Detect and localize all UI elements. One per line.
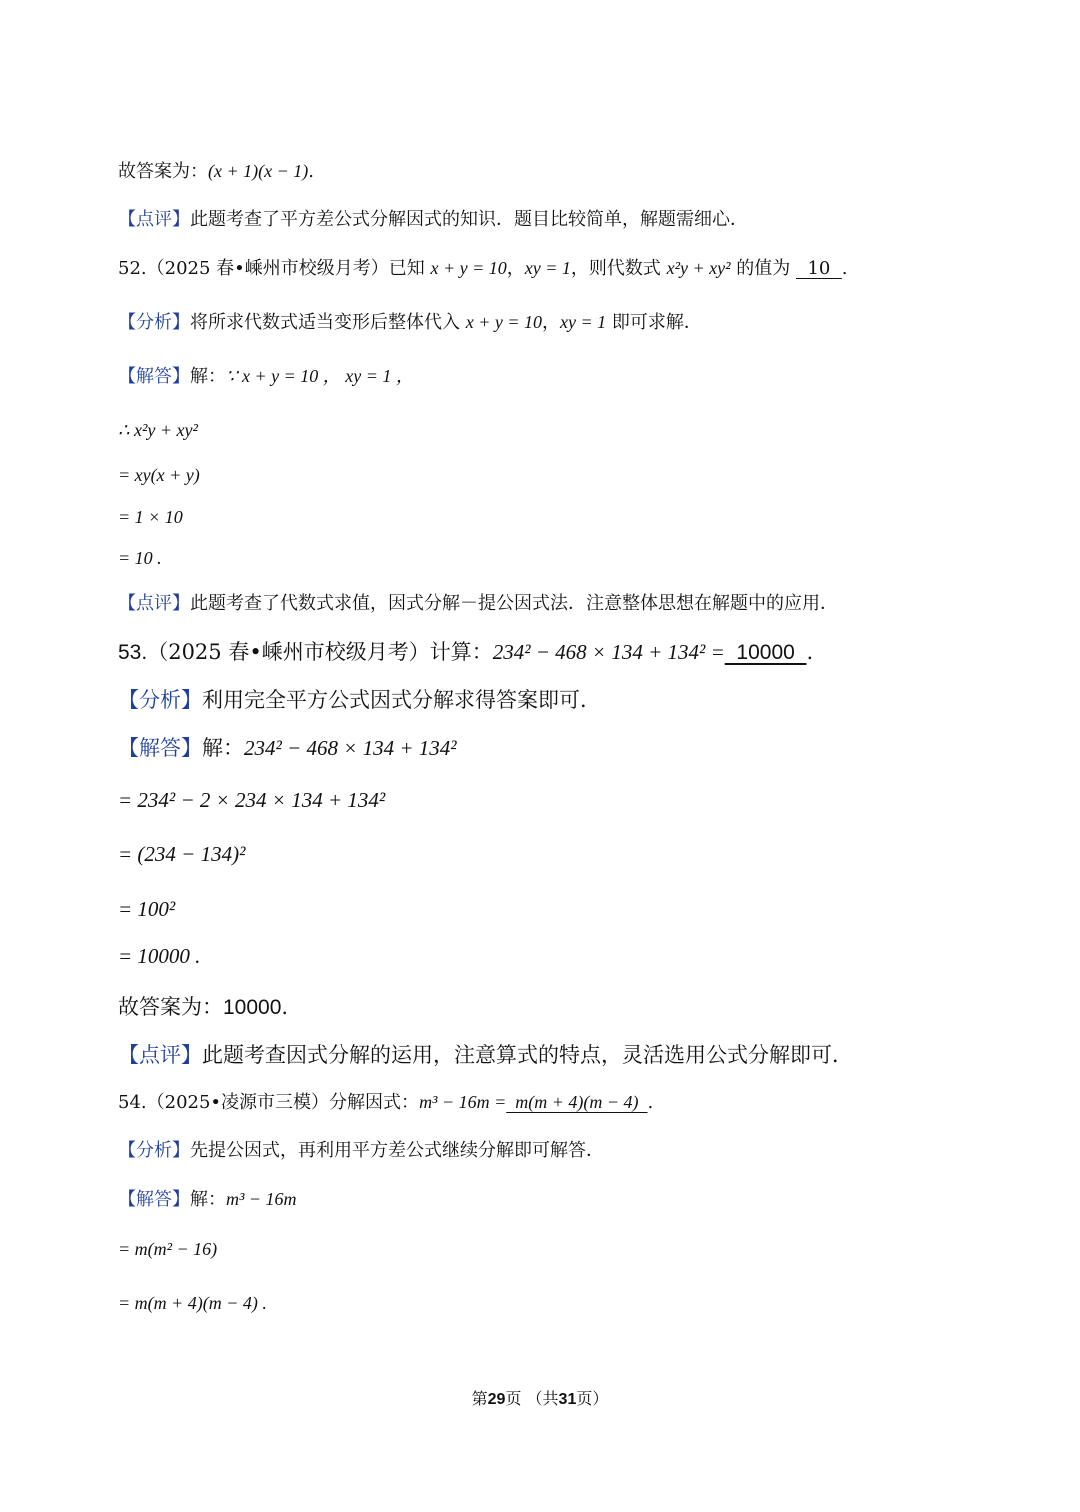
- answer-line-51: 故答案为：(x + 1)(x − 1).: [118, 161, 314, 182]
- analysis-tag: 【分析】: [118, 312, 190, 333]
- step-line: ∴ x²y + xy²: [118, 420, 198, 440]
- step-line: = m(m + 4)(m − 4) .: [118, 1293, 267, 1313]
- question-52: 52.（2025 春•嵊州市校级月考）已知 x + y = 10，xy = 1，则代数式 x²y + xy² 的值为 10 .: [118, 258, 848, 279]
- step-line: = xy(x + y): [118, 465, 200, 485]
- solution-tag: 【解答】: [118, 366, 190, 387]
- solution-53: 【解答】解：234² − 468 × 134 + 134²: [118, 736, 457, 760]
- answer-line-53: 故答案为：10000.: [118, 995, 289, 1019]
- solution-54: 【解答】解：m³ − 16m: [118, 1189, 297, 1210]
- total-pages: 31: [558, 1391, 577, 1408]
- comment-tag: 【点评】: [118, 1043, 202, 1067]
- page-footer: 第29页 （共31页）: [471, 1389, 609, 1408]
- step-line: = 10000 .: [118, 944, 201, 968]
- step-line: = m(m² − 16): [118, 1239, 218, 1259]
- step-line: = 234² − 2 × 234 × 134 + 134²: [118, 788, 386, 812]
- question-54: 54.（2025•凌源市三模）分解因式：m³ − 16m = m(m + 4)(m − 4) .: [118, 1092, 654, 1113]
- analysis-53: 【分析】利用完全平方公式因式分解求得答案即可．: [118, 688, 601, 712]
- step-line: = 10 .: [118, 548, 162, 568]
- comment-52: 【点评】此题考查了代数式求值，因式分解－提公因式法．注意整体思想在解题中的应用．: [118, 593, 838, 614]
- analysis-tag: 【分析】: [118, 688, 202, 712]
- solution-tag: 【解答】: [118, 1189, 190, 1210]
- answer-blank: 10000: [724, 641, 807, 664]
- step-line: = (234 − 134)²: [118, 842, 246, 866]
- analysis-52: 【分析】将所求代数式适当变形后整体代入 x + y = 10，xy = 1 即可求解．: [118, 312, 702, 333]
- comment-53: 【点评】此题考查因式分解的运用，注意算式的特点，灵活选用公式分解即可．: [118, 1043, 853, 1067]
- answer-blank: 10: [796, 258, 842, 279]
- page-number: 29: [487, 1391, 506, 1408]
- comment-tag: 【点评】: [118, 593, 190, 614]
- solution-tag: 【解答】: [118, 736, 202, 760]
- analysis-tag: 【分析】: [118, 1140, 190, 1161]
- solution-52: 【解答】解：∵ x + y = 10 ， xy = 1 ，: [118, 366, 414, 387]
- analysis-54: 【分析】先提公因式，再利用平方差公式继续分解即可解答．: [118, 1140, 604, 1161]
- step-line: = 1 × 10: [118, 507, 183, 527]
- comment-tag: 【点评】: [118, 209, 190, 230]
- question-53: 53.（2025 春•嵊州市校级月考）计算：234² − 468 × 134 + 134² = 10000 .: [118, 640, 814, 664]
- answer-blank: m(m + 4)(m − 4): [506, 1092, 648, 1112]
- step-line: = 100²: [118, 897, 176, 921]
- comment-51: 【点评】此题考查了平方差公式分解因式的知识．题目比较简单，解题需细心．: [118, 209, 748, 230]
